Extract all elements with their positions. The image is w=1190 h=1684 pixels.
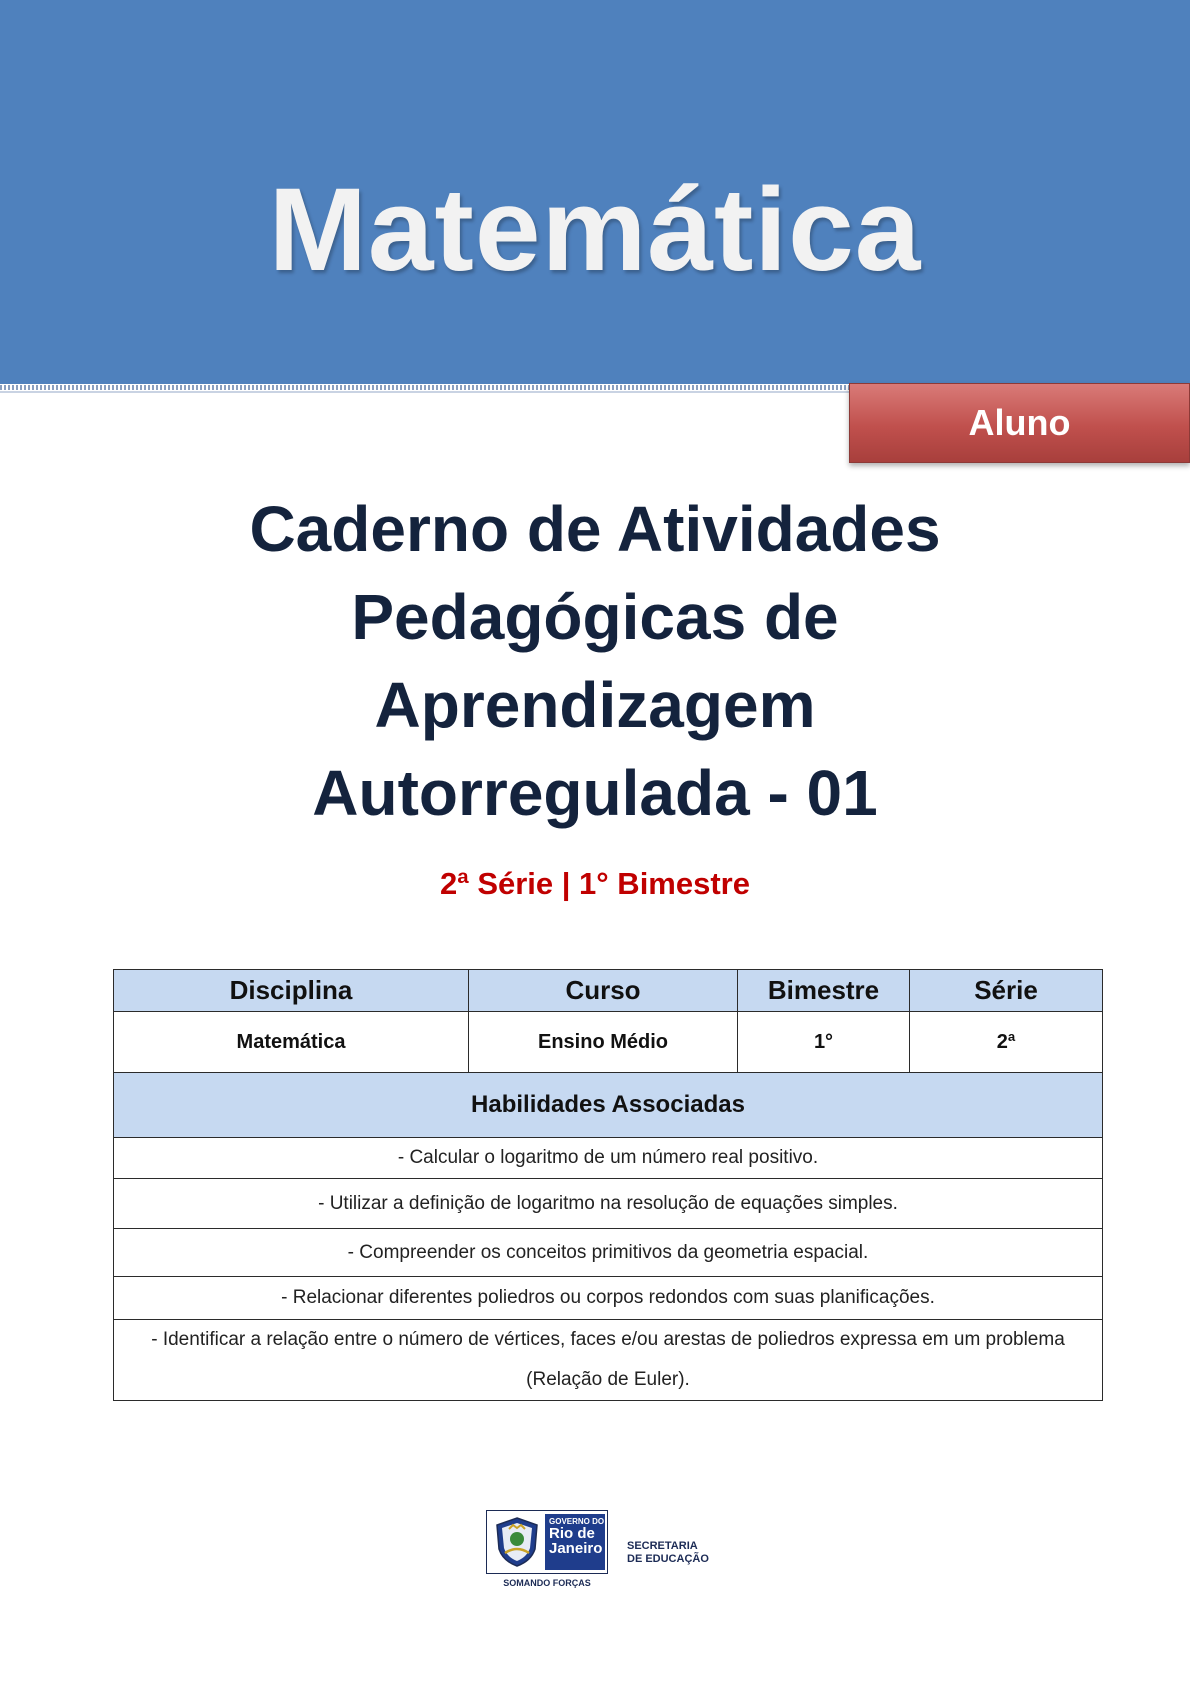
- title-line: Autorregulada - 01: [312, 757, 878, 829]
- grade-term-subtitle: 2ª Série | 1° Bimestre: [440, 866, 750, 901]
- gov-name-panel: [545, 1514, 605, 1570]
- aluno-badge: Aluno: [849, 383, 1190, 463]
- crest-icon: [491, 1515, 543, 1569]
- secretaria-line-2: DE EDUCAÇÃO: [627, 1553, 709, 1565]
- government-logo: [486, 1510, 608, 1574]
- table-header-row: [114, 970, 1103, 1012]
- table-row: [114, 1179, 1103, 1229]
- subject-title: Matemática: [268, 164, 922, 296]
- skill-item: - Compreender os conceitos primitivos da geometria espacial.: [114, 1229, 1103, 1277]
- value-serie: 2ª: [910, 1012, 1103, 1073]
- gov-line-1: GOVERNO DO: [549, 1517, 605, 1526]
- course-info-table: [113, 969, 1103, 1401]
- document-title: [0, 485, 1190, 837]
- header-bimestre: Bimestre: [738, 970, 910, 1012]
- value-curso: Ensino Médio: [469, 1012, 738, 1073]
- table-row: [114, 1138, 1103, 1179]
- skill-item: - Identificar a relação entre o número de vértices, faces e/ou arestas de poliedros expressa em um problema (Relação de Euler).: [114, 1320, 1103, 1401]
- table-row: [114, 1229, 1103, 1277]
- title-line: Aprendizagem: [374, 669, 816, 741]
- header-curso: Curso: [469, 970, 738, 1012]
- table-row: [114, 1277, 1103, 1320]
- value-bimestre: 1°: [738, 1012, 910, 1073]
- value-disciplina: Matemática: [114, 1012, 469, 1073]
- table-row: [114, 1012, 1103, 1073]
- header-serie: Série: [910, 970, 1103, 1012]
- skills-header: Habilidades Associadas: [114, 1073, 1103, 1138]
- title-line: Caderno de Atividades: [249, 493, 941, 565]
- skill-item: - Calcular o logaritmo de um número real positivo.: [114, 1138, 1103, 1179]
- secretaria-line-1: SECRETARIA: [627, 1540, 698, 1552]
- skill-item: - Relacionar diferentes poliedros ou corpos redondos com suas planificações.: [114, 1277, 1103, 1320]
- gov-line-2: Rio de: [549, 1525, 595, 1542]
- title-line: Pedagógicas de: [351, 581, 839, 653]
- table-row: [114, 1320, 1103, 1401]
- slogan: SOMANDO FORÇAS: [503, 1578, 591, 1588]
- skill-item: - Utilizar a definição de logaritmo na resolução de equações simples.: [114, 1179, 1103, 1229]
- secretaria-label: [627, 1540, 709, 1566]
- gov-line-3: Janeiro: [549, 1540, 603, 1557]
- skills-header-row: [114, 1073, 1103, 1138]
- header-disciplina: Disciplina: [114, 970, 469, 1012]
